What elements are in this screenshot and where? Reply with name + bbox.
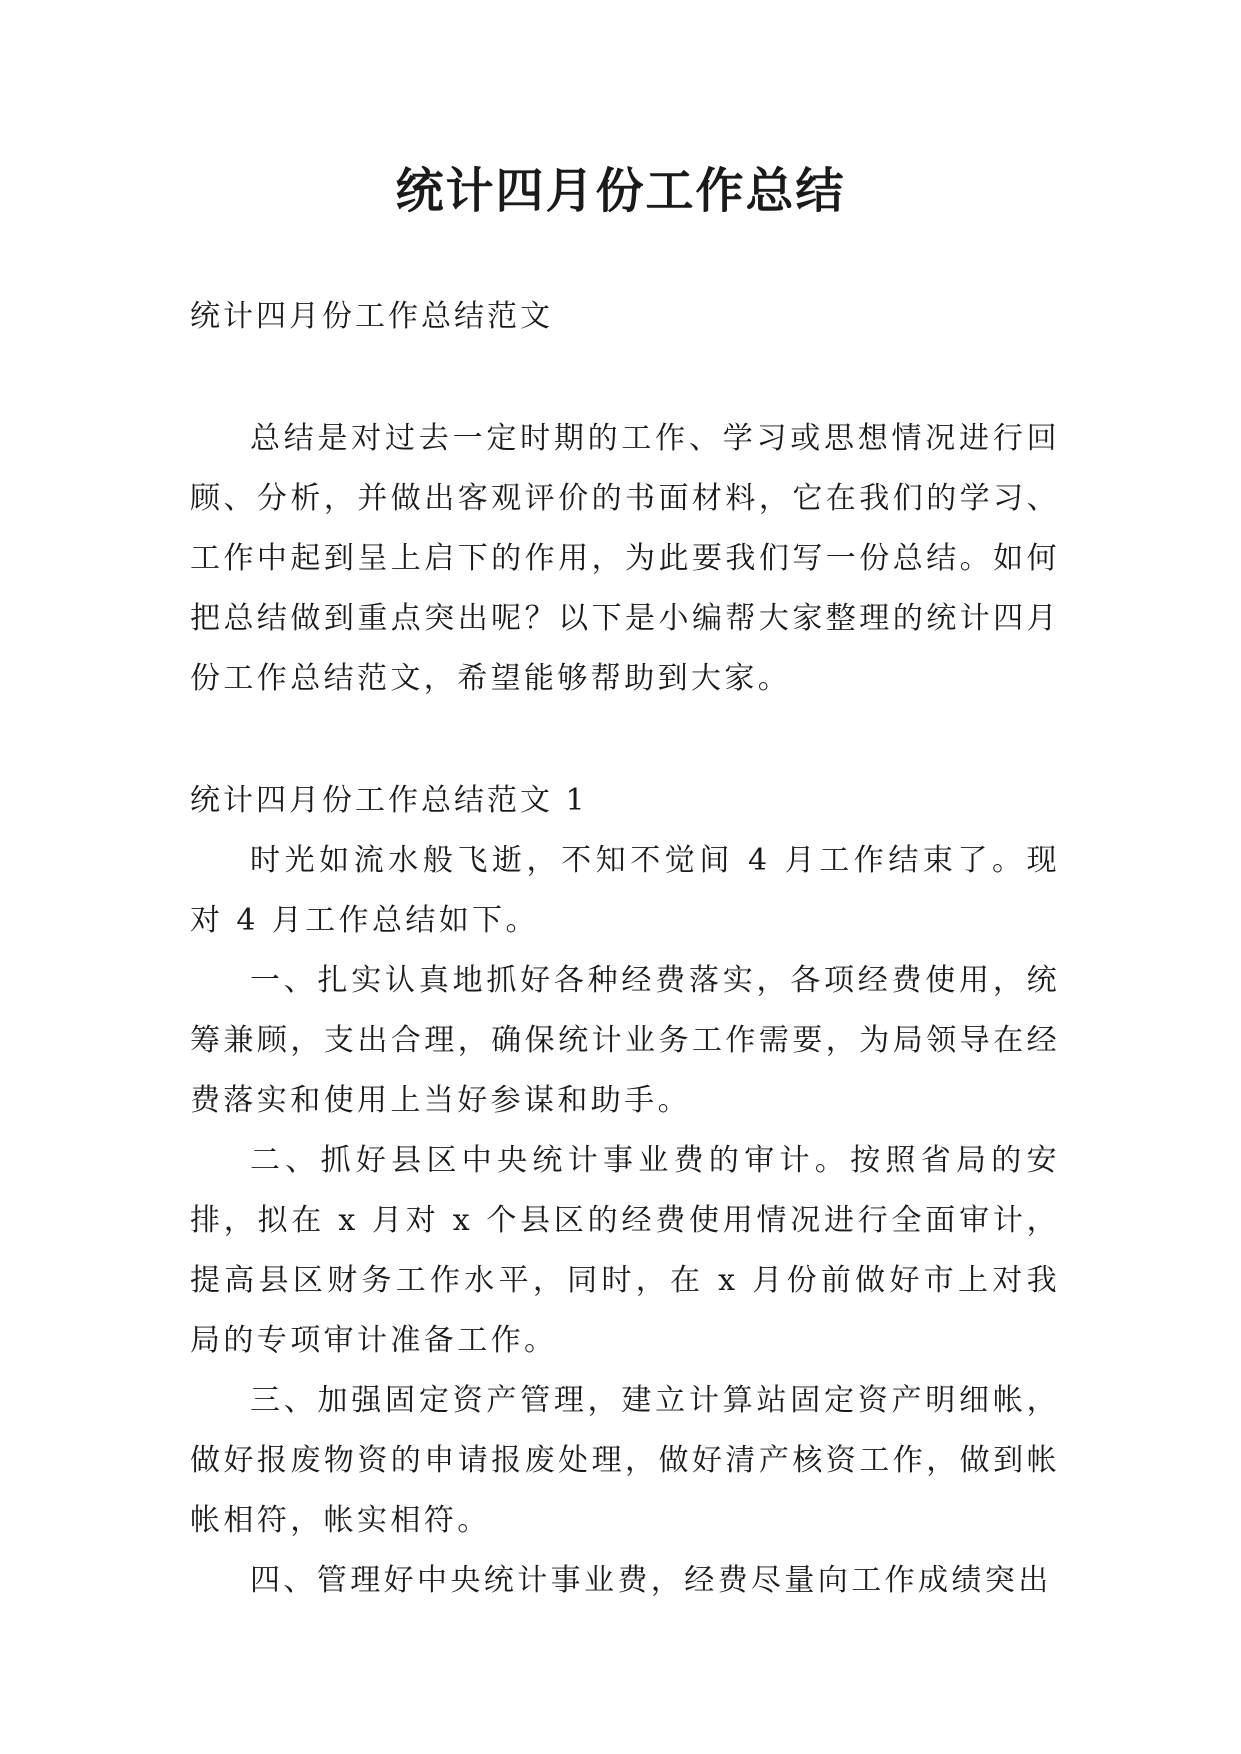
section-paragraph: 二、抓好县区中央统计事业费的审计。按照省局的安排，拟在 x 月对 x 个县区的经费使用情况进行全面审计，提高县区财务工作水平，同时，在 x 月份前做好市上对我局的专项审计准备工作。 bbox=[190, 1143, 1060, 1358]
section-paragraph: 三、加强固定资产管理，建立计算站固定资产明细帐，做好报废物资的申请报废处理，做好清产核资工作，做到帐帐相符，帐实相符。 bbox=[190, 1383, 1060, 1538]
intro-paragraph: 总结是对过去一定时期的工作、学习或思想情况进行回顾、分析，并做出客观评价的书面材料，它在我们的学习、工作中起到呈上启下的作用，为此要我们写一份总结。如何把总结做到重点突出呢？以下是小编帮大家整理的统计四月份工作总结范文，希望能够帮助到大家。 bbox=[190, 421, 1060, 696]
section-paragraph: 时光如流水般飞逝，不知不觉间 4 月工作结束了。现对 4 月工作总结如下。 bbox=[190, 843, 1060, 938]
section-paragraph: 一、扎实认真地抓好各种经费落实，各项经费使用，统筹兼顾，支出合理，确保统计业务工作需要，为局领导在经费落实和使用上当好参谋和助手。 bbox=[190, 963, 1060, 1118]
document-body bbox=[190, 287, 1060, 1611]
document-title: 统计四月份工作总结 bbox=[395, 163, 846, 219]
section-heading: 统计四月份工作总结范文 1 bbox=[190, 783, 588, 818]
document-subtitle: 统计四月份工作总结范文 bbox=[190, 299, 553, 334]
section-paragraph: 四、管理好中央统计事业费，经费尽量向工作成绩突出 bbox=[250, 1563, 1052, 1598]
